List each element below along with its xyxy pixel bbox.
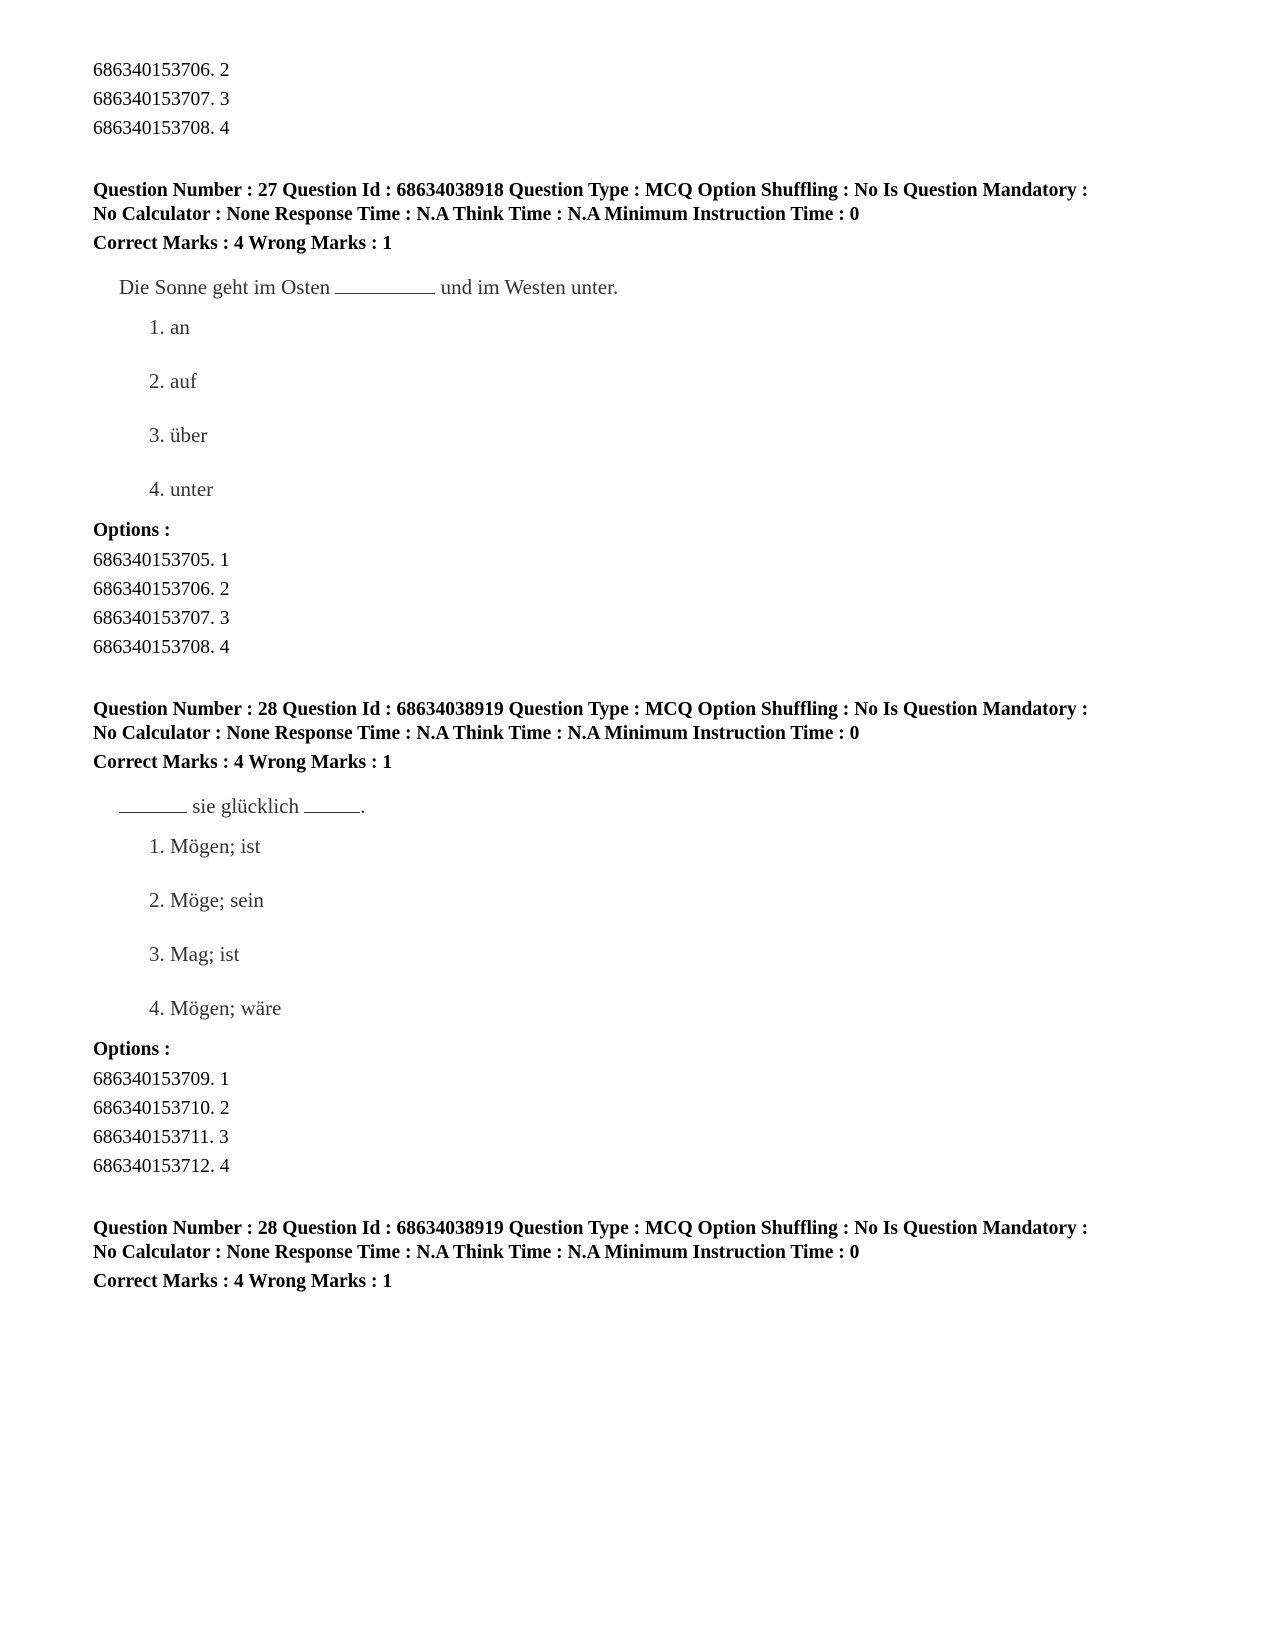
option-line: 686340153705. 1 bbox=[93, 550, 230, 571]
question-block-27 bbox=[93, 179, 1203, 662]
option-line: 686340153706. 2 bbox=[93, 60, 230, 81]
question-marks: Correct Marks : 4 Wrong Marks : 1 bbox=[93, 233, 393, 254]
question-header: No Calculator : None Response Time : N.A Think Time : N.A Minimum Instruction Time : 0 bbox=[93, 1242, 860, 1263]
answer-choice: 4. Mögen; wäre bbox=[149, 996, 282, 1020]
option-line: 686340153711. 3 bbox=[93, 1127, 229, 1148]
question-header: No Calculator : None Response Time : N.A Think Time : N.A Minimum Instruction Time : 0 bbox=[93, 204, 860, 225]
option-line: 686340153709. 1 bbox=[93, 1069, 230, 1090]
fill-blank bbox=[335, 275, 435, 294]
question-block-28 bbox=[93, 698, 1203, 1181]
options-label: Options : bbox=[93, 1039, 171, 1060]
fill-blank bbox=[119, 794, 187, 813]
stem-text: und im Westen unter. bbox=[440, 275, 619, 299]
options-label: Options : bbox=[93, 520, 171, 541]
question-stem bbox=[119, 791, 1203, 821]
question-marks: Correct Marks : 4 Wrong Marks : 1 bbox=[93, 1271, 393, 1292]
stem-text: Die Sonne geht im Osten bbox=[119, 275, 331, 299]
answer-choice: 2. Möge; sein bbox=[149, 888, 264, 912]
answer-choice: 1. an bbox=[149, 315, 190, 339]
option-line: 686340153708. 4 bbox=[93, 637, 230, 658]
option-line: 686340153706. 2 bbox=[93, 579, 230, 600]
question-header: No Calculator : None Response Time : N.A Think Time : N.A Minimum Instruction Time : 0 bbox=[93, 723, 860, 744]
answer-choice: 2. auf bbox=[149, 369, 197, 393]
stem-text: . bbox=[360, 794, 366, 818]
question-header: Question Number : 28 Question Id : 68634038919 Question Type : MCQ Option Shuffling : No Is Question Mandatory : bbox=[93, 1218, 1089, 1239]
answer-choice: 3. Mag; ist bbox=[149, 942, 240, 966]
answer-choice: 1. Mögen; ist bbox=[149, 834, 261, 858]
question-stem bbox=[119, 272, 1203, 302]
option-line: 686340153712. 4 bbox=[93, 1156, 230, 1177]
question-header: Question Number : 28 Question Id : 68634038919 Question Type : MCQ Option Shuffling : No Is Question Mandatory : bbox=[93, 699, 1089, 720]
option-line: 686340153707. 3 bbox=[93, 608, 230, 629]
answer-choice: 4. unter bbox=[149, 477, 214, 501]
question-header: Question Number : 27 Question Id : 68634038918 Question Type : MCQ Option Shuffling : No Is Question Mandatory : bbox=[93, 180, 1089, 201]
question-content bbox=[119, 272, 1203, 504]
answer-choice: 3. über bbox=[149, 423, 208, 447]
top-options-list bbox=[93, 56, 1203, 143]
option-line: 686340153707. 3 bbox=[93, 89, 230, 110]
option-line: 686340153708. 4 bbox=[93, 118, 230, 139]
fill-blank bbox=[304, 794, 360, 813]
question-marks: Correct Marks : 4 Wrong Marks : 1 bbox=[93, 752, 393, 773]
question-block-28-repeat bbox=[93, 1217, 1203, 1296]
stem-text: sie glücklich bbox=[192, 794, 299, 818]
option-line: 686340153710. 2 bbox=[93, 1098, 230, 1119]
question-content bbox=[119, 791, 1203, 1023]
document-page bbox=[93, 56, 1203, 1296]
